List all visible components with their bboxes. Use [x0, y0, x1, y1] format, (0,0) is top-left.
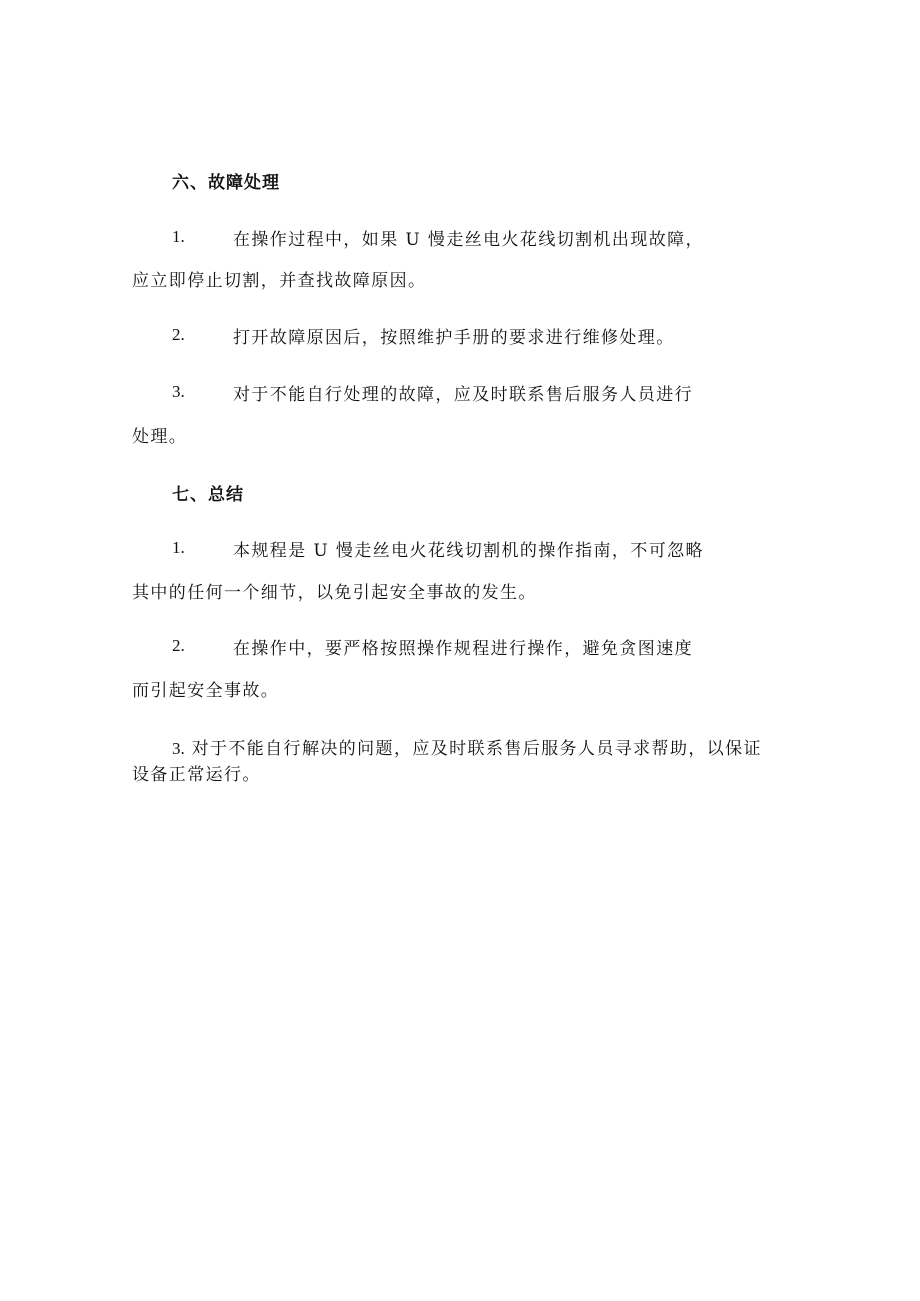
section-heading-summary: 七、总结	[172, 485, 244, 505]
list-number: 3.	[172, 382, 185, 401]
list-item-text: 对于不能自行解决的问题，应及时联系售后服务人员寻求帮助，以保证	[191, 739, 762, 759]
list-number: 3.	[172, 739, 185, 758]
list-item-text-continued: 设备正常运行。	[132, 765, 261, 785]
list-item-inline	[172, 734, 762, 759]
list-item-text: 打开故障原因后，按照维护手册的要求进行维修处理。	[233, 328, 675, 348]
list-item-text: 在操作过程中，如果 U 慢走丝电火花线切割机出现故障，	[233, 230, 704, 250]
list-number: 2.	[172, 636, 185, 655]
list-number: 1.	[172, 538, 185, 557]
list-item-text: 本规程是 U 慢走丝电火花线切割机的操作指南，不可忽略	[233, 541, 704, 561]
list-item-text: 对于不能自行处理的故障，应及时联系售后服务人员进行	[233, 385, 693, 405]
list-item-text-continued: 应立即停止切割，并查找故障原因。	[132, 271, 427, 291]
list-item-text-continued: 而引起安全事故。	[132, 681, 280, 701]
list-number: 1.	[172, 227, 185, 246]
section-heading-fault-handling: 六、故障处理	[172, 173, 280, 193]
list-item-text-continued: 其中的任何一个细节，以免引起安全事故的发生。	[132, 583, 537, 603]
list-number: 2.	[172, 325, 185, 344]
list-item-text-continued: 处理。	[132, 427, 188, 447]
list-item-text: 在操作中，要严格按照操作规程进行操作，避免贪图速度	[233, 639, 693, 659]
